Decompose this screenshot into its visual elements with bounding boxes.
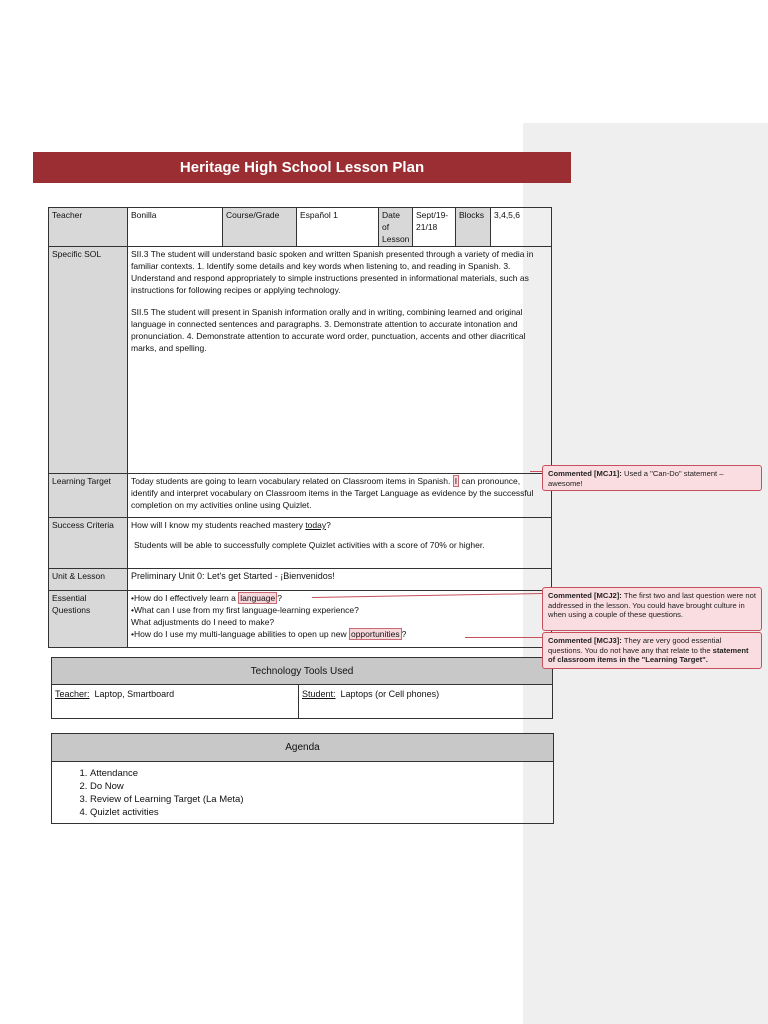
learning-target-row (49, 474, 552, 518)
comment-margin-pane (523, 123, 768, 1024)
unit-label: Unit & Lesson (49, 569, 128, 591)
agenda-item[interactable]: 1. Attendance (90, 767, 553, 780)
unit-row (49, 569, 552, 591)
essential-q3: What adjustments do I need to make? (131, 617, 275, 627)
lesson-plan-title: Heritage High School Lesson Plan (33, 152, 571, 183)
comment-anchor-3[interactable]: opportunities (350, 629, 400, 639)
learning-target-text-2: can pronounce, identify and interpret vocabulary on Classroom items in the Target Language as evidence by the successful completion on my activities online using Quizlet. (131, 476, 534, 510)
comment-mcj3[interactable]: Commented [MCJ3]: They are very good essential questions. You do not have any that relate to the statement of classroom items in the "Learning Target". (542, 632, 762, 669)
success-criteria-content[interactable] (128, 518, 552, 569)
technology-tools-header: Technology Tools Used (52, 658, 552, 685)
comment-anchor-2[interactable]: language (240, 593, 276, 603)
essential-questions-label: Essential Questions (49, 591, 128, 648)
learning-target-content[interactable] (128, 474, 552, 518)
teacher-label: Teacher (49, 208, 128, 247)
essential-q4: •How do I use my multi-language abilities to open up new opportunities ? (131, 629, 407, 639)
course-value[interactable]: Español 1 (297, 208, 379, 247)
essential-questions-row (49, 591, 552, 648)
agenda-item[interactable]: 4. Quizlet activities (90, 806, 553, 819)
essential-q1: •How do I effectively learn a language ? (131, 593, 282, 603)
sol-paragraph-1: SII.3 The student will understand basic spoken and written Spanish presented through a variety of media in familiar contexts. 1. Identify some details and key words when listening to, and reading in Spanish. 3. Understand and respond appropriately to simple instructions presented in informational materials, such as instructions for following recipes or applying technology. (131, 249, 534, 295)
course-label: Course/Grade (223, 208, 297, 247)
essential-questions-content[interactable] (128, 591, 552, 648)
date-label: Date of Lesson (379, 208, 413, 247)
success-criteria-row (49, 518, 552, 569)
comment-anchor-1[interactable]: I (454, 476, 458, 486)
header-row (49, 208, 552, 247)
sol-paragraph-2: SII.5 The student will present in Spanish information orally and in writing, combining learned and original language in connected sentences and paragraphs. 3. Demonstrate attention to accurate intonation and pronunciation. 4. Demonstrate attention to accurate word order, punctuation, accents and other diacritical marks, and spelling. (131, 307, 526, 353)
lesson-plan-table (48, 207, 552, 648)
blocks-value[interactable]: 3,4,5,6 (491, 208, 552, 247)
agenda-list (52, 767, 553, 819)
agenda-item[interactable]: 2. Do Now (90, 780, 553, 793)
comment-connector-1 (530, 471, 542, 472)
sol-label: Specific SOL (49, 247, 128, 474)
student-tools-cell[interactable]: Student: Laptops (or Cell phones) (302, 689, 440, 699)
sol-row (49, 247, 552, 474)
success-criteria-label: Success Criteria (49, 518, 128, 569)
blocks-label: Blocks (456, 208, 491, 247)
success-answer: Students will be able to successfully complete Quizlet activities with a score of 70% or higher. (134, 540, 485, 550)
unit-value[interactable]: Preliminary Unit 0: Let's get Started - ¡Bienvenidos! (128, 569, 552, 591)
comment-mcj2[interactable]: Commented [MCJ2]: The first two and last question were not addressed in the lesson. You could have brought culture in when using a couple of these questions. (542, 587, 762, 631)
technology-tools-row (52, 685, 552, 719)
learning-target-label: Learning Target (49, 474, 128, 518)
success-question: How will I know my students reached mastery today? (131, 520, 331, 530)
comment-mcj1[interactable]: Commented [MCJ1]: Used a "Can-Do" statement – awesome! (542, 465, 762, 491)
sol-content[interactable] (128, 247, 552, 474)
date-value[interactable]: Sept/19-21/18 (413, 208, 456, 247)
agenda-header: Agenda (52, 734, 553, 762)
agenda-item[interactable]: 3. Review of Learning Target (La Meta) (90, 793, 553, 806)
essential-q2: •What can I use from my first language-learning experience? (131, 605, 359, 615)
technology-tools-table (51, 657, 553, 719)
learning-target-text: Today students are going to learn vocabulary related on Classroom items in Spanish. (131, 476, 451, 486)
comment-connector-3 (465, 637, 542, 638)
agenda-table (51, 733, 554, 824)
teacher-value[interactable]: Bonilla (128, 208, 223, 247)
teacher-tools-cell[interactable]: Teacher: Laptop, Smartboard (52, 685, 299, 719)
